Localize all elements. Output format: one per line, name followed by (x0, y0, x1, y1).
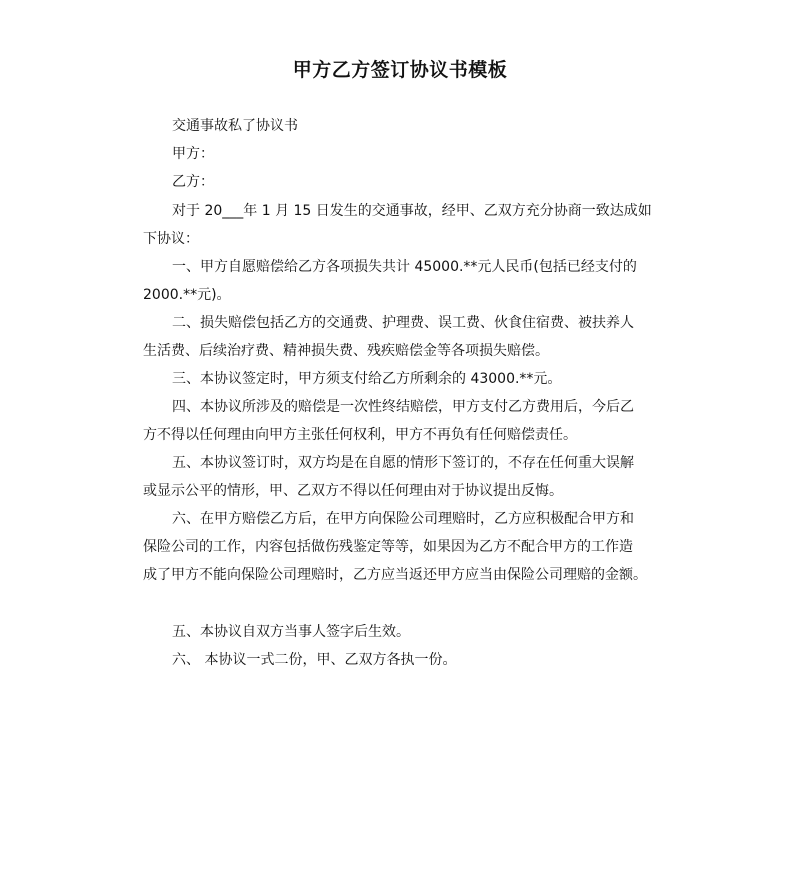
intro-line-1: 对于 20___年 1 月 15 日发生的交通事故，经甲、乙双方充分协商一致达成如 (172, 203, 652, 219)
clause-2-line-2: 生活费、后续治疗费、精神损失费、残疾赔偿金等各项损失赔偿。 (143, 343, 549, 359)
clause-4-line-2: 方不得以任何理由向甲方主张任何权利，甲方不再负有任何赔偿责任。 (143, 427, 577, 443)
clause-6-line-2: 保险公司的工作，内容包括做伤残鉴定等等，如果因为乙方不配合甲方的工作造 (143, 539, 633, 555)
clause-6-line-1: 六、在甲方赔偿乙方后，在甲方向保险公司理赔时，乙方应积极配合甲方和 (172, 511, 634, 527)
final-clause-2: 六、 本协议一式二份，甲、乙双方各执一份。 (172, 652, 457, 668)
clause-1-line-1: 一、甲方自愿赔偿给乙方各项损失共计 45000.**元人民币(包括已经支付的 (172, 259, 637, 275)
clause-5-line-2: 或显示公平的情形，甲、乙双方不得以任何理由对于协议提出反悔。 (143, 483, 563, 499)
clause-1-line-2: 2000.**元)。 (143, 287, 231, 303)
clause-4-line-1: 四、本协议所涉及的赔偿是一次性终结赔偿，甲方支付乙方费用后，今后乙 (172, 399, 634, 415)
document-title: 甲方乙方签订协议书模板 (292, 59, 508, 81)
agreement-subtitle: 交通事故私了协议书 (172, 118, 298, 134)
intro-line-2: 下协议： (143, 231, 199, 247)
party-a-label: 甲方： (172, 146, 214, 162)
clause-2-line-1: 二、损失赔偿包括乙方的交通费、护理费、误工费、伙食住宿费、被扶养人 (172, 315, 634, 331)
clause-5-line-1: 五、本协议签订时，双方均是在自愿的情形下签订的，不存在任何重大误解 (172, 455, 634, 471)
party-b-label: 乙方： (172, 174, 214, 190)
final-clause-1: 五、本协议自双方当事人签字后生效。 (172, 624, 410, 640)
clause-6-line-3: 成了甲方不能向保险公司理赔时，乙方应当返还甲方应当由保险公司理赔的金额。 (143, 567, 647, 583)
clause-3-line-1: 三、本协议签定时，甲方须支付给乙方所剩余的 43000.**元。 (172, 371, 562, 387)
